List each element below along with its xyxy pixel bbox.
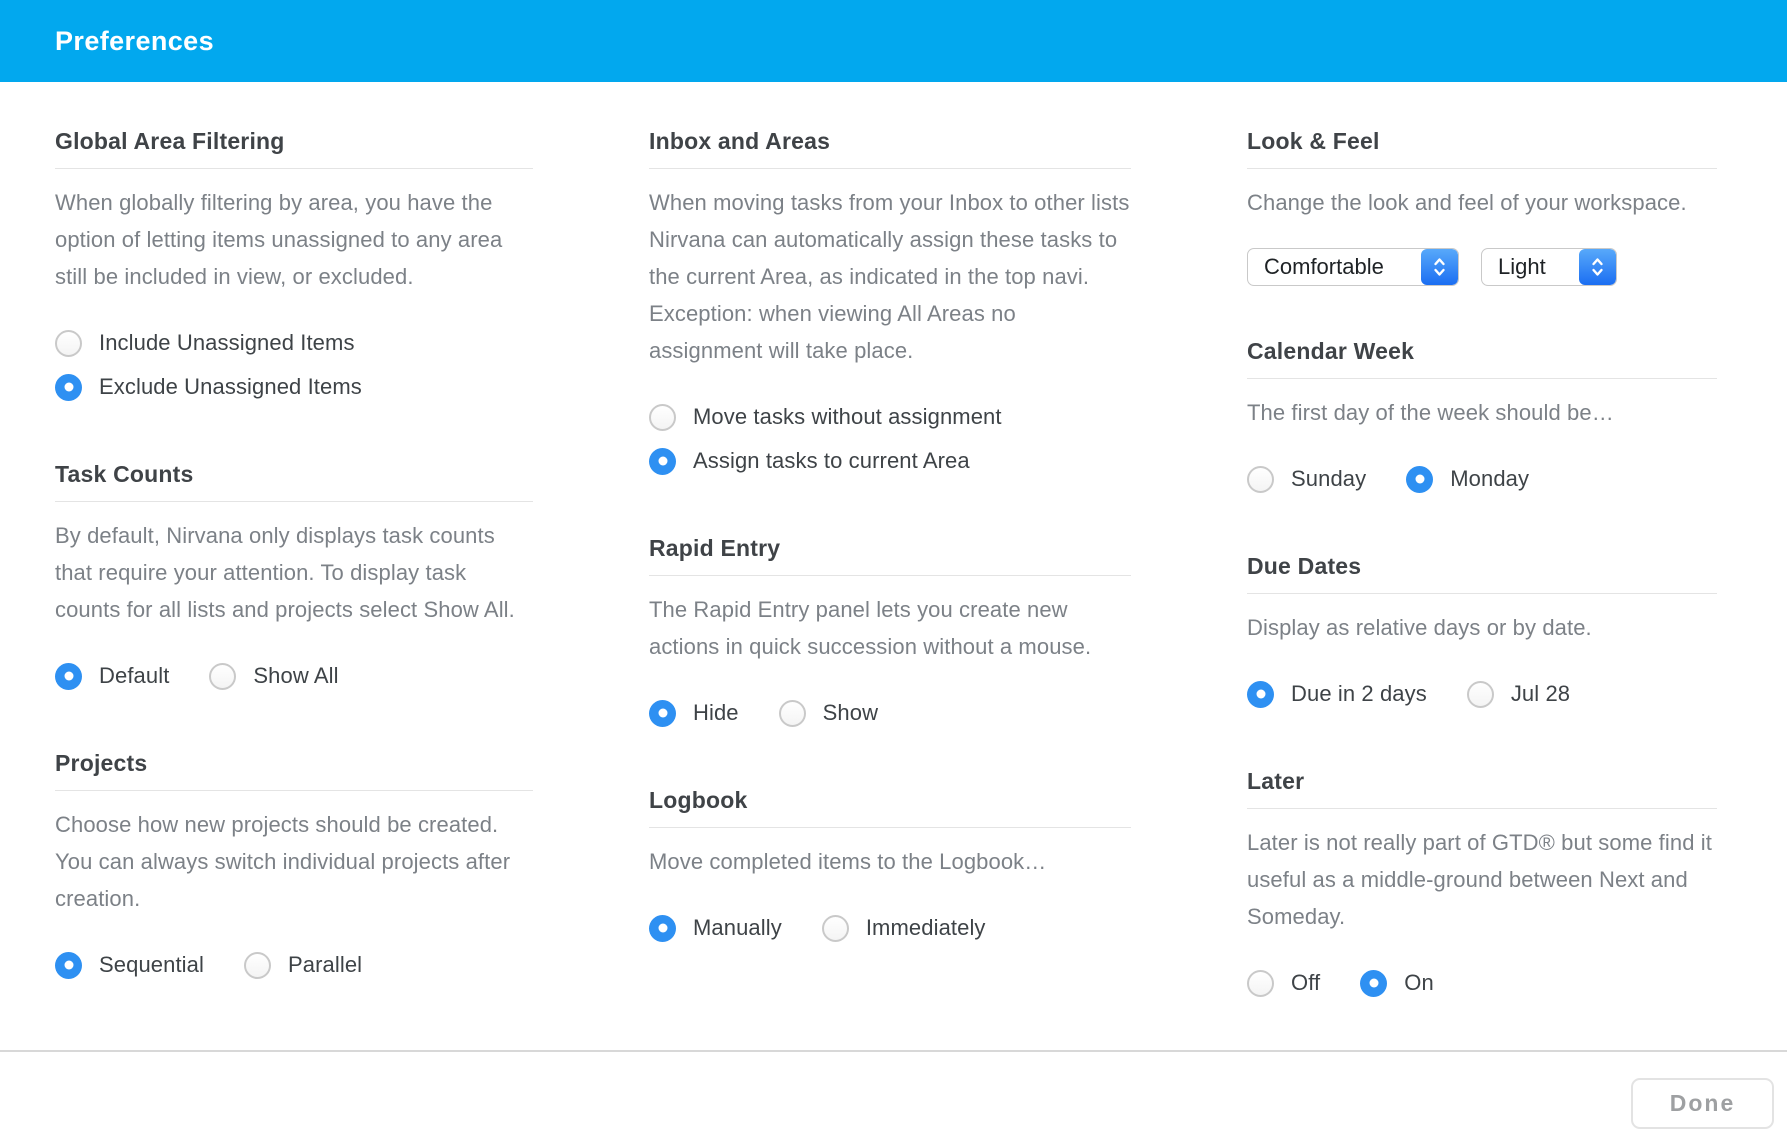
- radio-option-exclude-unassigned-items[interactable]: [55, 365, 533, 409]
- section-title-rapid-entry: Rapid Entry: [649, 535, 1131, 576]
- done-button[interactable]: Done: [1631, 1078, 1774, 1129]
- radio-option-show[interactable]: [779, 700, 878, 727]
- radio-option-sequential[interactable]: [55, 952, 204, 979]
- radio-group-projects: [55, 943, 533, 987]
- radio-option-include-unassigned-items[interactable]: [55, 321, 533, 365]
- radio-selected-icon[interactable]: [1247, 681, 1274, 708]
- section-rapid-entry: [649, 535, 1131, 735]
- radio-option-due-in-2-days[interactable]: [1247, 681, 1427, 708]
- radio-selected-icon[interactable]: [55, 663, 82, 690]
- radio-group-global-area-filtering: [55, 321, 533, 409]
- chevron-up-down-icon: [1421, 249, 1458, 285]
- section-inbox-and-areas: [649, 128, 1131, 483]
- radio-option-immediately[interactable]: [822, 915, 986, 942]
- radio-label: Show: [822, 700, 879, 725]
- radio-selected-icon[interactable]: [55, 952, 82, 979]
- radio-unselected-icon[interactable]: [822, 915, 849, 942]
- column-right: [1247, 128, 1717, 1057]
- radio-label: Include Unassigned Items: [99, 330, 355, 355]
- radio-selected-icon[interactable]: [1360, 970, 1387, 997]
- radio-group-inbox-and-areas: [649, 395, 1131, 483]
- radio-unselected-icon[interactable]: [1467, 681, 1494, 708]
- density-select-value: Comfortable: [1264, 254, 1384, 279]
- title-bar: [0, 0, 1787, 82]
- radio-label: Sequential: [99, 952, 204, 977]
- radio-option-hide[interactable]: [649, 700, 739, 727]
- section-description-look-and-feel: Change the look and feel of your workspace.: [1247, 190, 1687, 215]
- radio-group-due-dates: [1247, 672, 1717, 716]
- radio-label: Jul 28: [1510, 681, 1571, 706]
- footer-bar: [0, 1050, 1787, 1146]
- radio-selected-icon[interactable]: [649, 700, 676, 727]
- radio-unselected-icon[interactable]: [1247, 970, 1274, 997]
- radio-selected-icon[interactable]: [55, 374, 82, 401]
- radio-unselected-icon[interactable]: [779, 700, 806, 727]
- section-title-logbook: Logbook: [649, 787, 1131, 828]
- radio-option-off[interactable]: [1247, 970, 1320, 997]
- theme-select[interactable]: [1481, 248, 1617, 286]
- radio-label: Off: [1291, 970, 1321, 995]
- page-title: Preferences: [55, 25, 215, 56]
- section-title-due-dates: Due Dates: [1247, 553, 1717, 594]
- section-global-area-filtering: [55, 128, 533, 409]
- radio-option-move-tasks-without-assignment[interactable]: [649, 395, 1131, 439]
- radio-label: Exclude Unassigned Items: [99, 374, 362, 399]
- radio-unselected-icon[interactable]: [1247, 466, 1274, 493]
- select-row: [1247, 248, 1717, 286]
- radio-label: Default: [99, 663, 170, 688]
- section-due-dates: [1247, 553, 1717, 716]
- preferences-content: [0, 82, 1787, 1057]
- radio-group-task-counts: [55, 654, 533, 698]
- section-title-inbox-and-areas: Inbox and Areas: [649, 128, 1131, 169]
- radio-option-monday[interactable]: [1406, 466, 1529, 493]
- radio-option-show-all[interactable]: [209, 663, 338, 690]
- radio-label: Manually: [693, 915, 782, 940]
- radio-label: Assign tasks to current Area: [693, 448, 970, 473]
- radio-option-manually[interactable]: [649, 915, 782, 942]
- radio-option-default[interactable]: [55, 663, 169, 690]
- radio-unselected-icon[interactable]: [649, 404, 676, 431]
- column-left: [55, 128, 533, 1057]
- section-description-global-area-filtering: When globally filtering by area, you have the option of letting items unassigned to any area still be included in view, or excluded.: [55, 190, 503, 289]
- section-title-projects: Projects: [55, 750, 533, 791]
- column-middle: [649, 128, 1131, 1057]
- radio-unselected-icon[interactable]: [244, 952, 271, 979]
- section-projects: [55, 750, 533, 987]
- radio-label: Hide: [693, 700, 739, 725]
- radio-selected-icon[interactable]: [1406, 466, 1433, 493]
- radio-group-rapid-entry: [649, 691, 1131, 735]
- section-look-and-feel: [1247, 128, 1717, 286]
- section-title-look-and-feel: Look & Feel: [1247, 128, 1717, 169]
- radio-unselected-icon[interactable]: [209, 663, 236, 690]
- section-description-task-counts: By default, Nirvana only displays task counts that require your attention. To display task counts for all lists and projects select Show All.: [55, 523, 515, 622]
- radio-option-on[interactable]: [1360, 970, 1434, 997]
- radio-label: Sunday: [1291, 466, 1367, 491]
- section-title-global-area-filtering: Global Area Filtering: [55, 128, 533, 169]
- section-description-due-dates: Display as relative days or by date.: [1247, 615, 1592, 640]
- chevron-up-down-icon: [1579, 249, 1616, 285]
- section-description-calendar-week: The first day of the week should be…: [1247, 400, 1614, 425]
- section-description-rapid-entry: The Rapid Entry panel lets you create new actions in quick succession without a mouse.: [649, 597, 1092, 659]
- section-description-inbox-and-areas: When moving tasks from your Inbox to other lists Nirvana can automatically assign these tasks to the current Area, as indicated in the top navi. Exception: when viewing All Areas no assignment will take place.: [649, 190, 1130, 363]
- radio-label: Show All: [253, 663, 339, 688]
- section-title-task-counts: Task Counts: [55, 461, 533, 502]
- section-title-calendar-week: Calendar Week: [1247, 338, 1717, 379]
- section-description-projects: Choose how new projects should be created. You can always switch individual projects after creation.: [55, 812, 511, 911]
- section-description-later: Later is not really part of GTD® but some find it useful as a middle-ground between Next and Someday.: [1247, 830, 1712, 929]
- density-select[interactable]: [1247, 248, 1459, 286]
- radio-label: Immediately: [865, 915, 986, 940]
- section-task-counts: [55, 461, 533, 698]
- radio-label: On: [1404, 970, 1434, 995]
- radio-label: Due in 2 days: [1291, 681, 1427, 706]
- radio-group-logbook: [649, 906, 1131, 950]
- radio-group-later: [1247, 961, 1717, 1005]
- radio-selected-icon[interactable]: [649, 915, 676, 942]
- radio-option-parallel[interactable]: [244, 952, 362, 979]
- theme-select-value: Light: [1498, 254, 1546, 279]
- radio-selected-icon[interactable]: [649, 448, 676, 475]
- section-title-later: Later: [1247, 768, 1717, 809]
- section-logbook: [649, 787, 1131, 950]
- section-calendar-week: [1247, 338, 1717, 501]
- radio-label: Monday: [1450, 466, 1530, 491]
- radio-unselected-icon[interactable]: [55, 330, 82, 357]
- radio-option-jul-28[interactable]: [1467, 681, 1570, 708]
- radio-option-assign-tasks-to-current-area[interactable]: [649, 439, 1131, 483]
- radio-group-calendar-week: [1247, 457, 1717, 501]
- radio-label: Parallel: [287, 952, 363, 977]
- section-description-logbook: Move completed items to the Logbook…: [649, 849, 1047, 874]
- radio-option-sunday[interactable]: [1247, 466, 1366, 493]
- radio-label: Move tasks without assignment: [693, 404, 1002, 429]
- section-later: [1247, 768, 1717, 1005]
